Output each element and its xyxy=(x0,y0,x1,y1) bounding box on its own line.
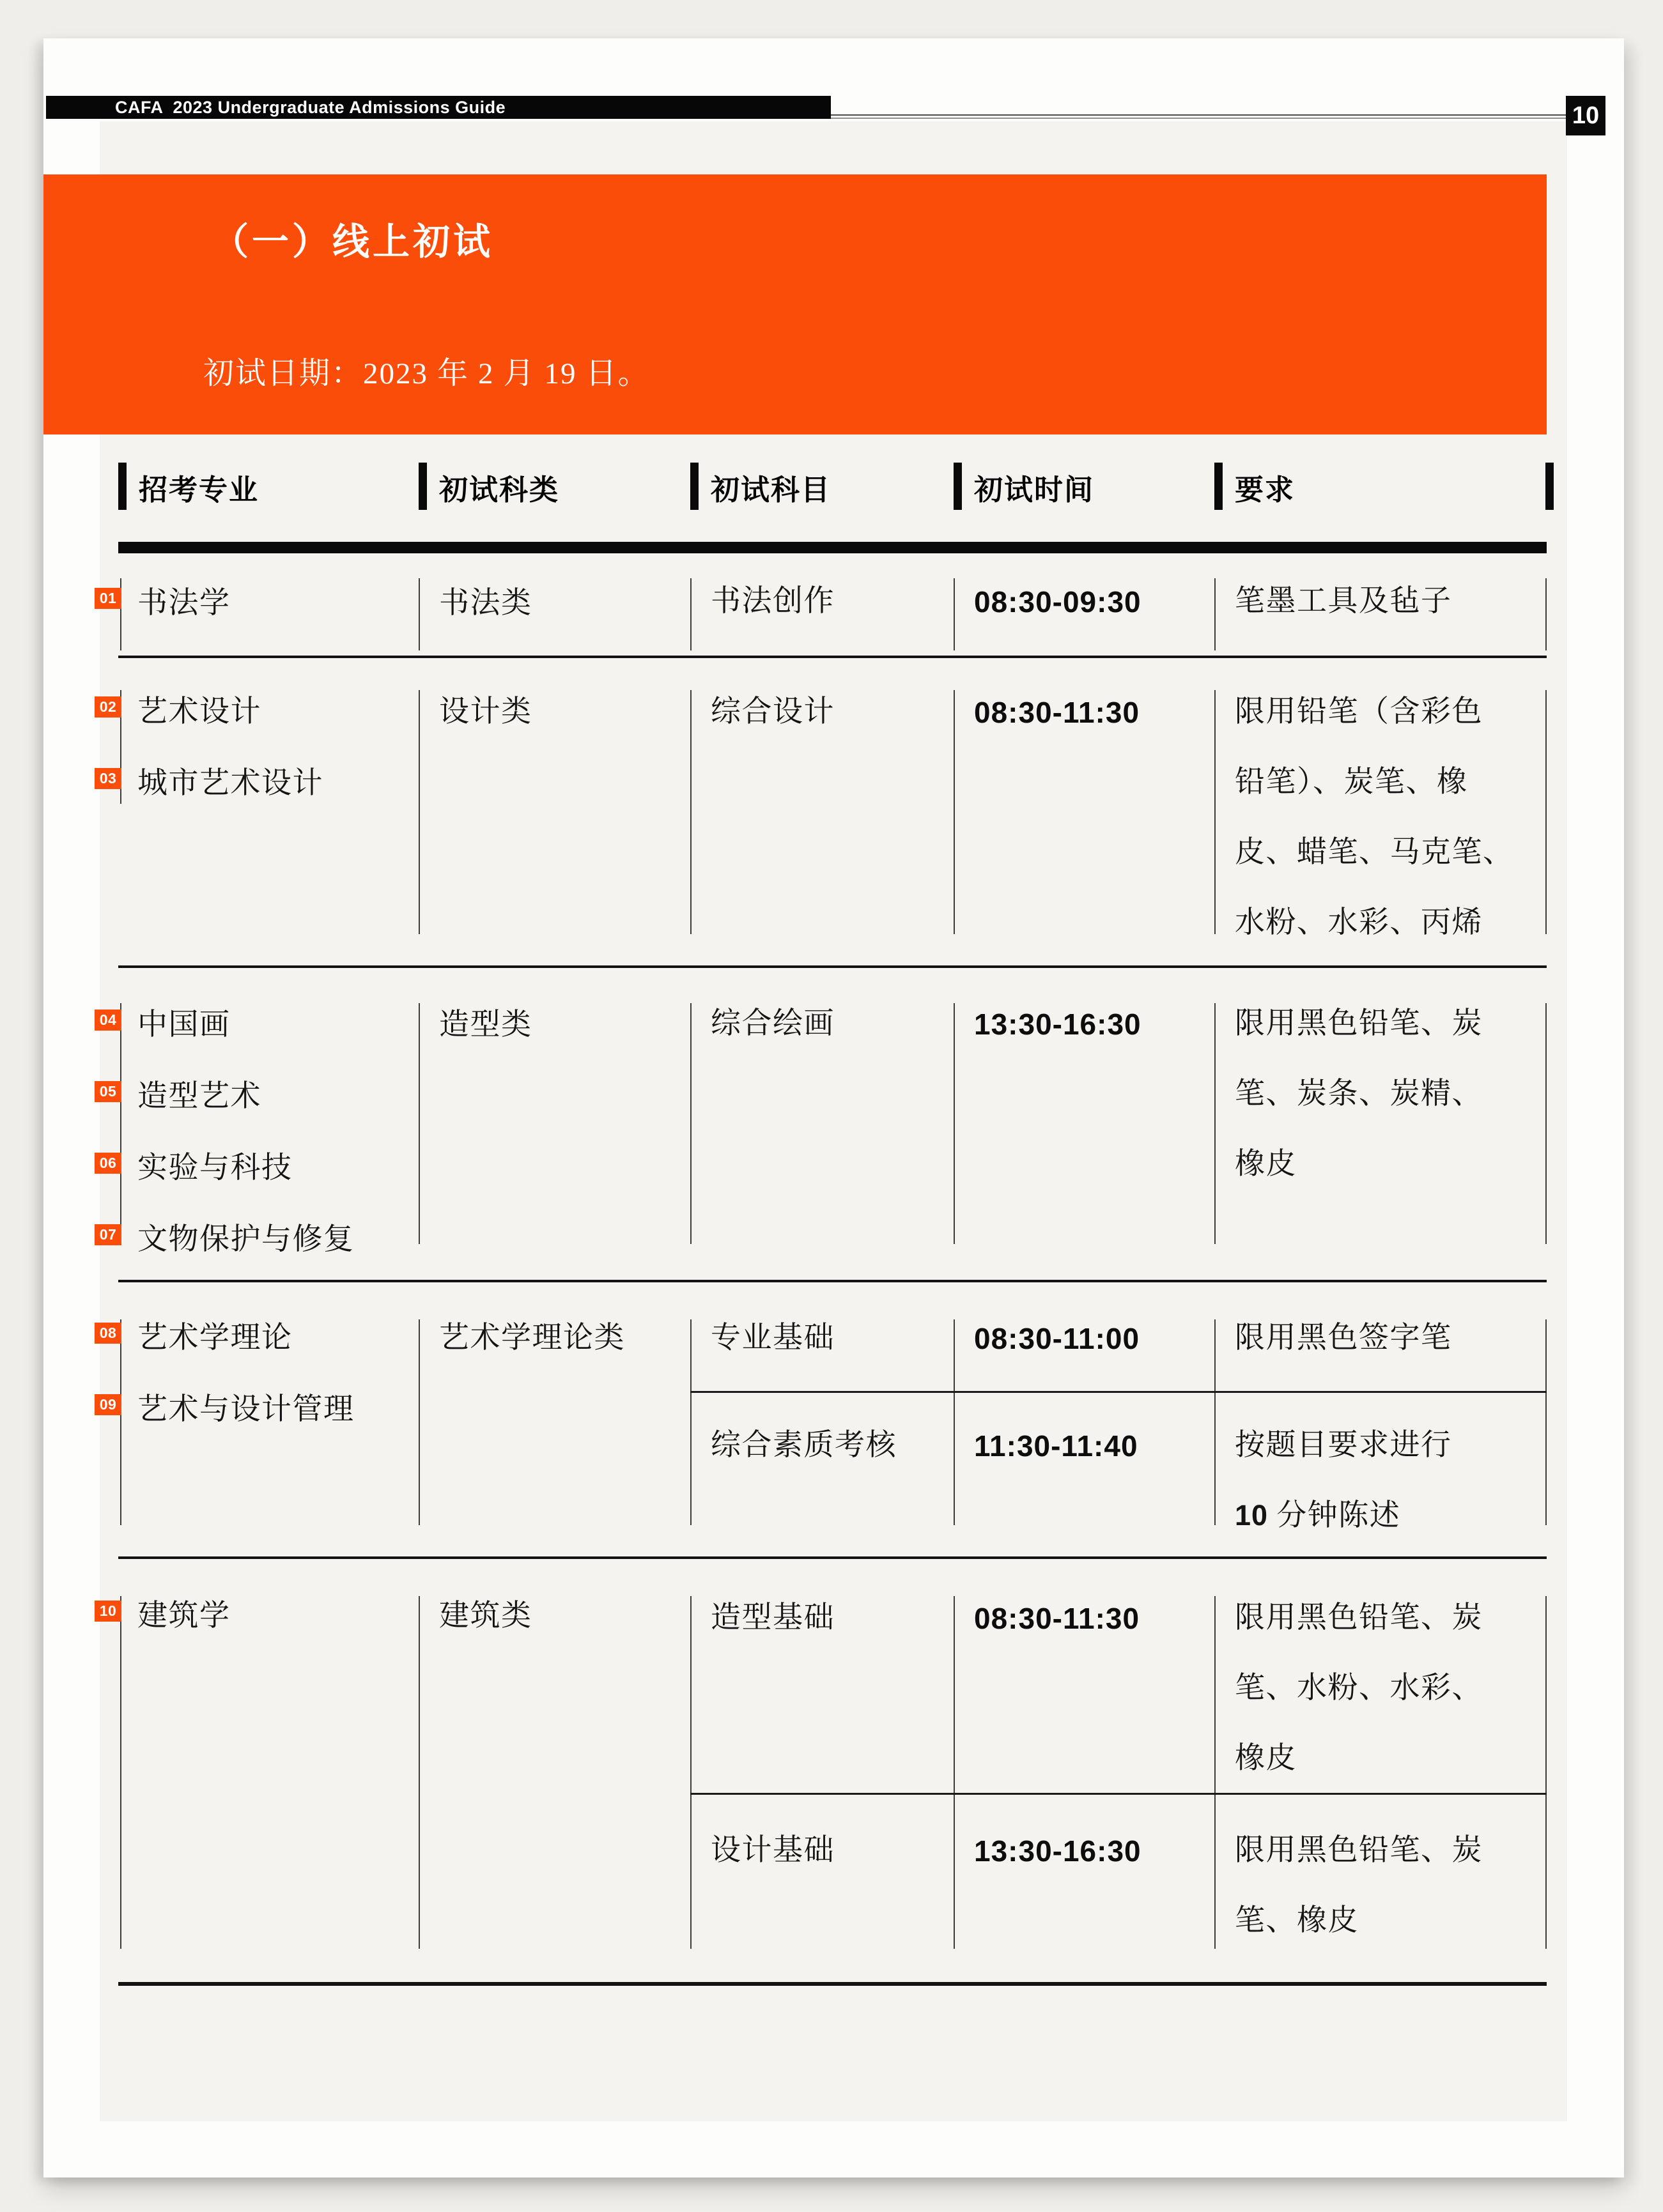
major-number-badge: 04 xyxy=(95,1010,121,1031)
column-separator xyxy=(120,1319,121,1525)
major-name: 艺术设计 xyxy=(137,695,261,728)
requirement-line: 笔、橡皮 xyxy=(1235,1904,1359,1937)
column-separator xyxy=(954,1003,955,1244)
subject-cell: 专业基础 xyxy=(711,1321,835,1355)
table-body xyxy=(99,556,1547,1986)
requirement-line: 限用铅笔（含彩色 xyxy=(1235,695,1483,728)
table-row xyxy=(99,1559,1547,1986)
column-separator xyxy=(1545,1003,1547,1244)
major-number-badge: 08 xyxy=(95,1323,121,1344)
time-cell: 13:30-16:30 xyxy=(974,1834,1141,1868)
major-number-badge: 06 xyxy=(95,1153,121,1174)
category-cell: 造型类 xyxy=(439,1008,532,1041)
column-separator xyxy=(419,1596,420,1949)
major-name: 书法学 xyxy=(137,587,231,620)
column-separator xyxy=(419,1319,420,1525)
column-header-bar xyxy=(954,463,962,510)
requirement-line: 笔墨工具及毡子 xyxy=(1235,585,1452,618)
table-header xyxy=(118,422,1547,556)
time-cell: 08:30-11:30 xyxy=(974,1602,1140,1635)
major-name: 造型艺术 xyxy=(137,1080,261,1113)
column-separator xyxy=(120,1596,121,1949)
section-banner xyxy=(43,174,1547,434)
subrow-divider xyxy=(690,1391,1547,1393)
major-number-badge: 05 xyxy=(95,1081,121,1102)
column-separator xyxy=(954,1319,955,1525)
table-header-rule xyxy=(118,542,1547,553)
major-name: 实验与科技 xyxy=(137,1151,293,1185)
section-title: （一）线上初试 xyxy=(212,221,494,263)
column-header-end-bar xyxy=(1545,463,1554,510)
page-number-badge: 10 xyxy=(1566,96,1605,135)
column-separator xyxy=(1214,578,1216,650)
column-header-label: 初试科目 xyxy=(711,473,832,506)
table-row xyxy=(99,1282,1547,1559)
column-separator xyxy=(1545,1319,1547,1525)
table-row xyxy=(99,556,1547,658)
major-number-badge: 10 xyxy=(95,1601,121,1622)
table-row xyxy=(99,968,1547,1282)
column-header-bar xyxy=(1214,463,1223,510)
requirement-line: 限用黑色铅笔、炭 xyxy=(1235,1601,1483,1634)
subject-cell: 书法创作 xyxy=(711,585,835,618)
requirement-line: 限用黑色签字笔 xyxy=(1235,1321,1452,1355)
major-name: 城市艺术设计 xyxy=(137,767,323,800)
column-separator xyxy=(690,1003,692,1244)
major-number-badge: 07 xyxy=(95,1224,121,1245)
requirement-line: 限用黑色铅笔、炭 xyxy=(1235,1834,1483,1867)
column-separator xyxy=(1214,690,1216,934)
column-separator xyxy=(419,1003,420,1244)
time-cell: 11:30-11:40 xyxy=(974,1429,1138,1463)
time-cell: 08:30-09:30 xyxy=(974,585,1141,618)
column-separator xyxy=(1214,1596,1216,1949)
category-cell: 设计类 xyxy=(439,695,532,728)
major-name: 中国画 xyxy=(137,1008,231,1041)
column-separator xyxy=(419,690,420,934)
subject-cell: 综合绘画 xyxy=(711,1007,835,1040)
major-name: 建筑学 xyxy=(137,1599,231,1632)
brand-text: CAFA 2023 Undergraduate Admissions Guide xyxy=(115,97,506,117)
requirement-line: 笔、炭条、炭精、 xyxy=(1235,1077,1483,1110)
column-header-bar xyxy=(118,463,127,510)
major-number-badge: 02 xyxy=(95,696,121,718)
category-cell: 书法类 xyxy=(439,587,532,620)
column-separator xyxy=(690,578,692,650)
column-separator xyxy=(1545,578,1547,650)
table-bottom-rule xyxy=(118,1982,1547,1986)
column-header-label: 招考专业 xyxy=(139,473,259,506)
requirement-line: 按题目要求进行 xyxy=(1235,1429,1452,1462)
column-separator xyxy=(690,1319,692,1525)
column-separator xyxy=(1214,1003,1216,1244)
major-name: 文物保护与修复 xyxy=(137,1223,355,1256)
column-header-bar xyxy=(690,463,699,510)
requirement-line: 笔、水粉、水彩、 xyxy=(1235,1671,1483,1705)
exam-date-line: 初试日期：2023 年 2 月 19 日。 xyxy=(203,357,650,390)
major-name: 艺术与设计管理 xyxy=(137,1393,355,1426)
column-separator xyxy=(690,690,692,934)
time-cell: 08:30-11:00 xyxy=(974,1322,1140,1355)
category-cell: 艺术学理论类 xyxy=(439,1321,625,1355)
column-separator xyxy=(690,1596,692,1949)
requirement-line: 限用黑色铅笔、炭 xyxy=(1235,1007,1483,1040)
column-separator xyxy=(954,1596,955,1949)
column-separator xyxy=(1545,1596,1547,1949)
time-cell: 13:30-16:30 xyxy=(974,1008,1141,1041)
major-name: 艺术学理论 xyxy=(137,1321,293,1355)
column-header-bar xyxy=(419,463,427,510)
subject-cell: 综合设计 xyxy=(711,695,835,728)
column-separator xyxy=(1214,1319,1216,1525)
subject-cell: 设计基础 xyxy=(711,1834,835,1867)
time-cell: 08:30-11:30 xyxy=(974,696,1140,729)
document-page xyxy=(43,38,1624,2177)
column-separator xyxy=(954,690,955,934)
subject-cell: 造型基础 xyxy=(711,1601,835,1634)
major-number-badge: 01 xyxy=(95,588,121,609)
subrow-divider xyxy=(690,1793,1547,1795)
column-header-label: 初试时间 xyxy=(974,473,1095,506)
requirement-line: 皮、蜡笔、马克笔、 xyxy=(1235,836,1514,869)
category-cell: 建筑类 xyxy=(439,1599,532,1632)
column-header-label: 要求 xyxy=(1235,473,1296,506)
column-separator xyxy=(954,578,955,650)
admissions-table xyxy=(99,422,1547,1986)
requirement-line: 水粉、水彩、丙烯 xyxy=(1235,906,1483,939)
major-number-badge: 03 xyxy=(95,768,121,789)
column-separator xyxy=(419,578,420,650)
running-header-bar xyxy=(46,96,831,119)
requirement-line: 铅笔）、炭笔、橡 xyxy=(1235,765,1468,799)
requirement-line: 橡皮 xyxy=(1235,1742,1297,1775)
requirement-line: 橡皮 xyxy=(1235,1148,1297,1181)
header-rule xyxy=(831,114,1566,119)
requirement-line: 10 分钟陈述 xyxy=(1235,1499,1401,1532)
column-separator xyxy=(1545,690,1547,934)
column-header-label: 初试科类 xyxy=(439,473,560,506)
major-number-badge: 09 xyxy=(95,1394,121,1415)
table-row xyxy=(99,658,1547,968)
subject-cell: 综合素质考核 xyxy=(711,1429,897,1462)
column-separator xyxy=(120,1003,121,1244)
